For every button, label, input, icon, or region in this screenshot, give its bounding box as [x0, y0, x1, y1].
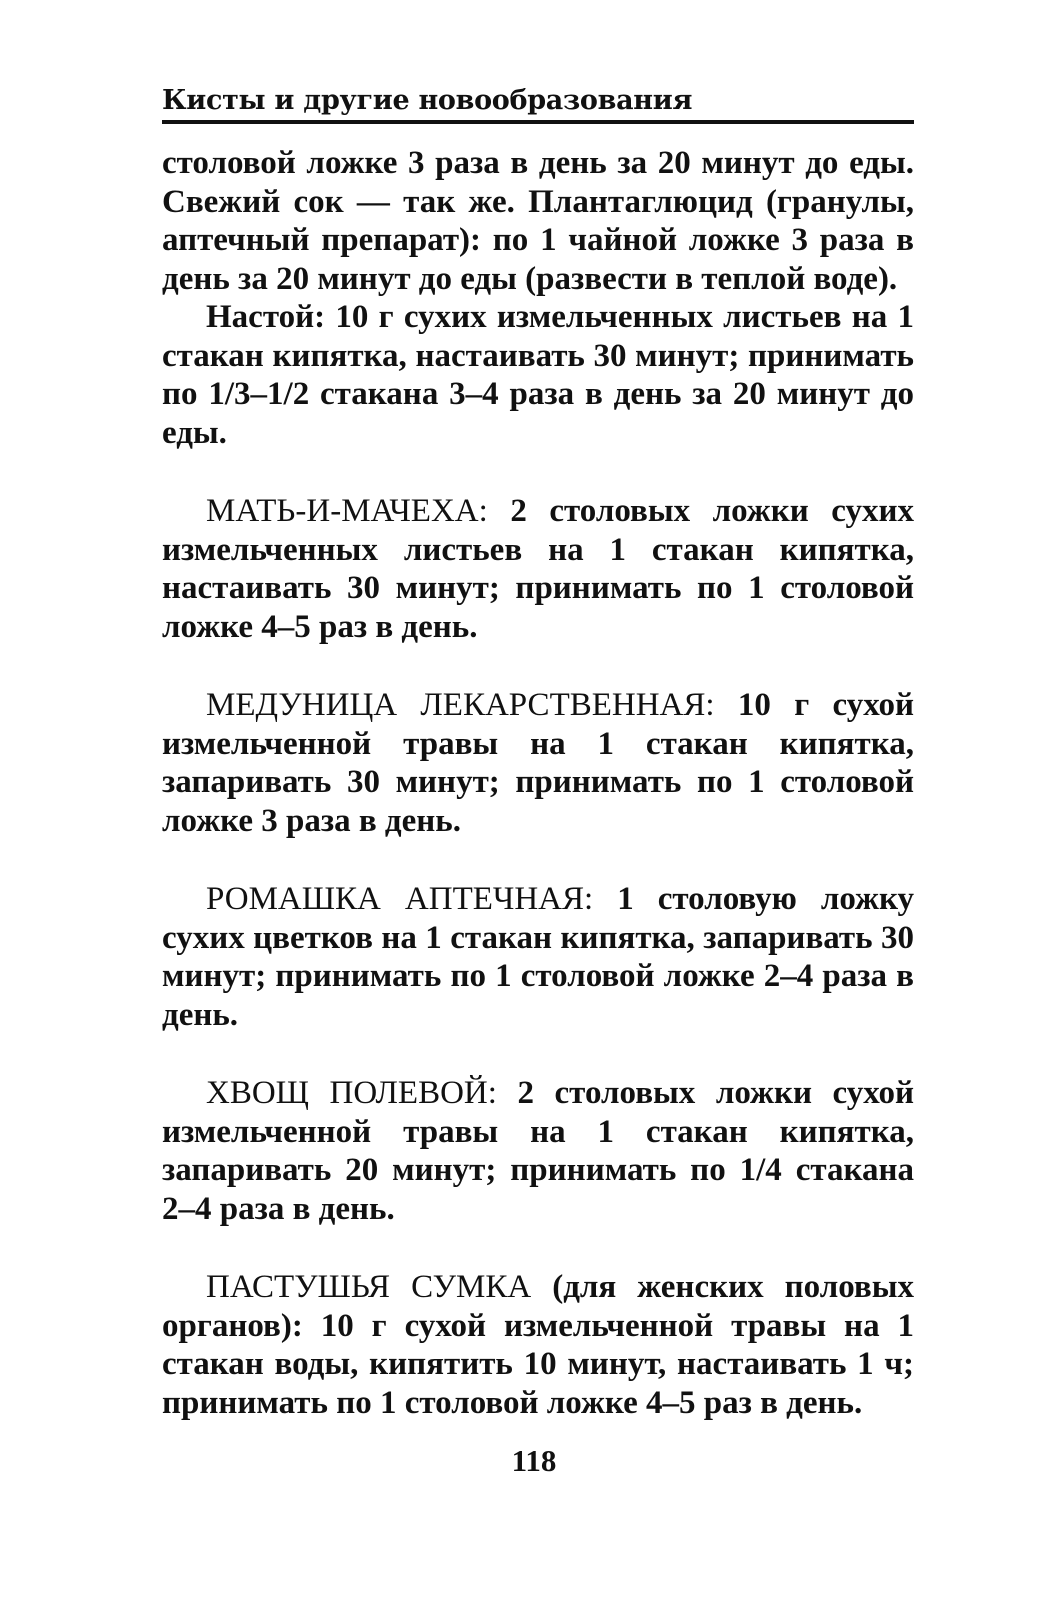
entry-term: МЕДУНИЦА ЛЕКАРСТВЕННАЯ:	[206, 687, 715, 723]
entry-text: 2 столовых ложки сухих измельченных листьев на 1 стакан кипятка, настаивать 30 минут; принимать по 1 столовой ложке 4–5 раз в день.	[162, 493, 914, 645]
paragraph-text: Настой: 10 г сухих измельченных листьев на 1 стакан кипятка, настаивать 30 минут; принимать по 1/3–1/2 стакана 3–4 раза в день за 20 минут до еды.	[162, 299, 914, 451]
header-rule	[162, 120, 914, 124]
entry-shepherds-purse	[162, 1268, 914, 1422]
entry-term: ПАСТУШЬЯ СУМКА	[206, 1269, 532, 1305]
entry-text: 1 столовую ложку сухих цветков на 1 стакан кипятка, запаривать 30 минут; принимать по 1 столовой ложке 2–4 раза в день.	[162, 881, 914, 1033]
entry-lungwort	[162, 686, 914, 840]
entry-text: 10 г сухой измельченной травы на 1 стакан кипятка, запаривать 30 минут; принимать по 1 столовой ложке 3 раза в день.	[162, 687, 914, 839]
book-page	[162, 84, 914, 1480]
entry-chamomile	[162, 880, 914, 1034]
entry-text: (для женских половых органов): 10 г сухой измельченной травы на 1 стакан воды, кипятить 10 минут, настаивать 1 ч; принимать по 1 столовой ложке 4–5 раз в день.	[162, 1269, 914, 1421]
entry-term: МАТЬ-И-МАЧЕХА:	[206, 493, 488, 529]
paragraph-text: столовой ложке 3 раза в день за 20 минут до еды. Свежий сок — так же. Плантаглюцид (гранулы, аптечный препарат): по 1 чайной ложке 3 раза в день за 20 минут до еды (развести в теплой воде).	[162, 145, 914, 297]
entry-term: ХВОЩ ПОЛЕВОЙ:	[206, 1075, 497, 1111]
paragraph-continuation	[162, 144, 914, 298]
paragraph-infusion	[162, 298, 914, 452]
entry-horsetail	[162, 1074, 914, 1228]
entry-text: 2 столовых ложки сухой измельченной травы на 1 стакан кипятка, запаривать 20 минут; принимать по 1/4 стакана 2–4 раза в день.	[162, 1075, 914, 1227]
entry-coltsfoot	[162, 492, 914, 646]
entry-term: РОМАШКА АПТЕЧНАЯ:	[206, 881, 594, 917]
page-number: 118	[511, 1443, 557, 1478]
running-header: Кисты и другие новообразования	[162, 85, 693, 116]
